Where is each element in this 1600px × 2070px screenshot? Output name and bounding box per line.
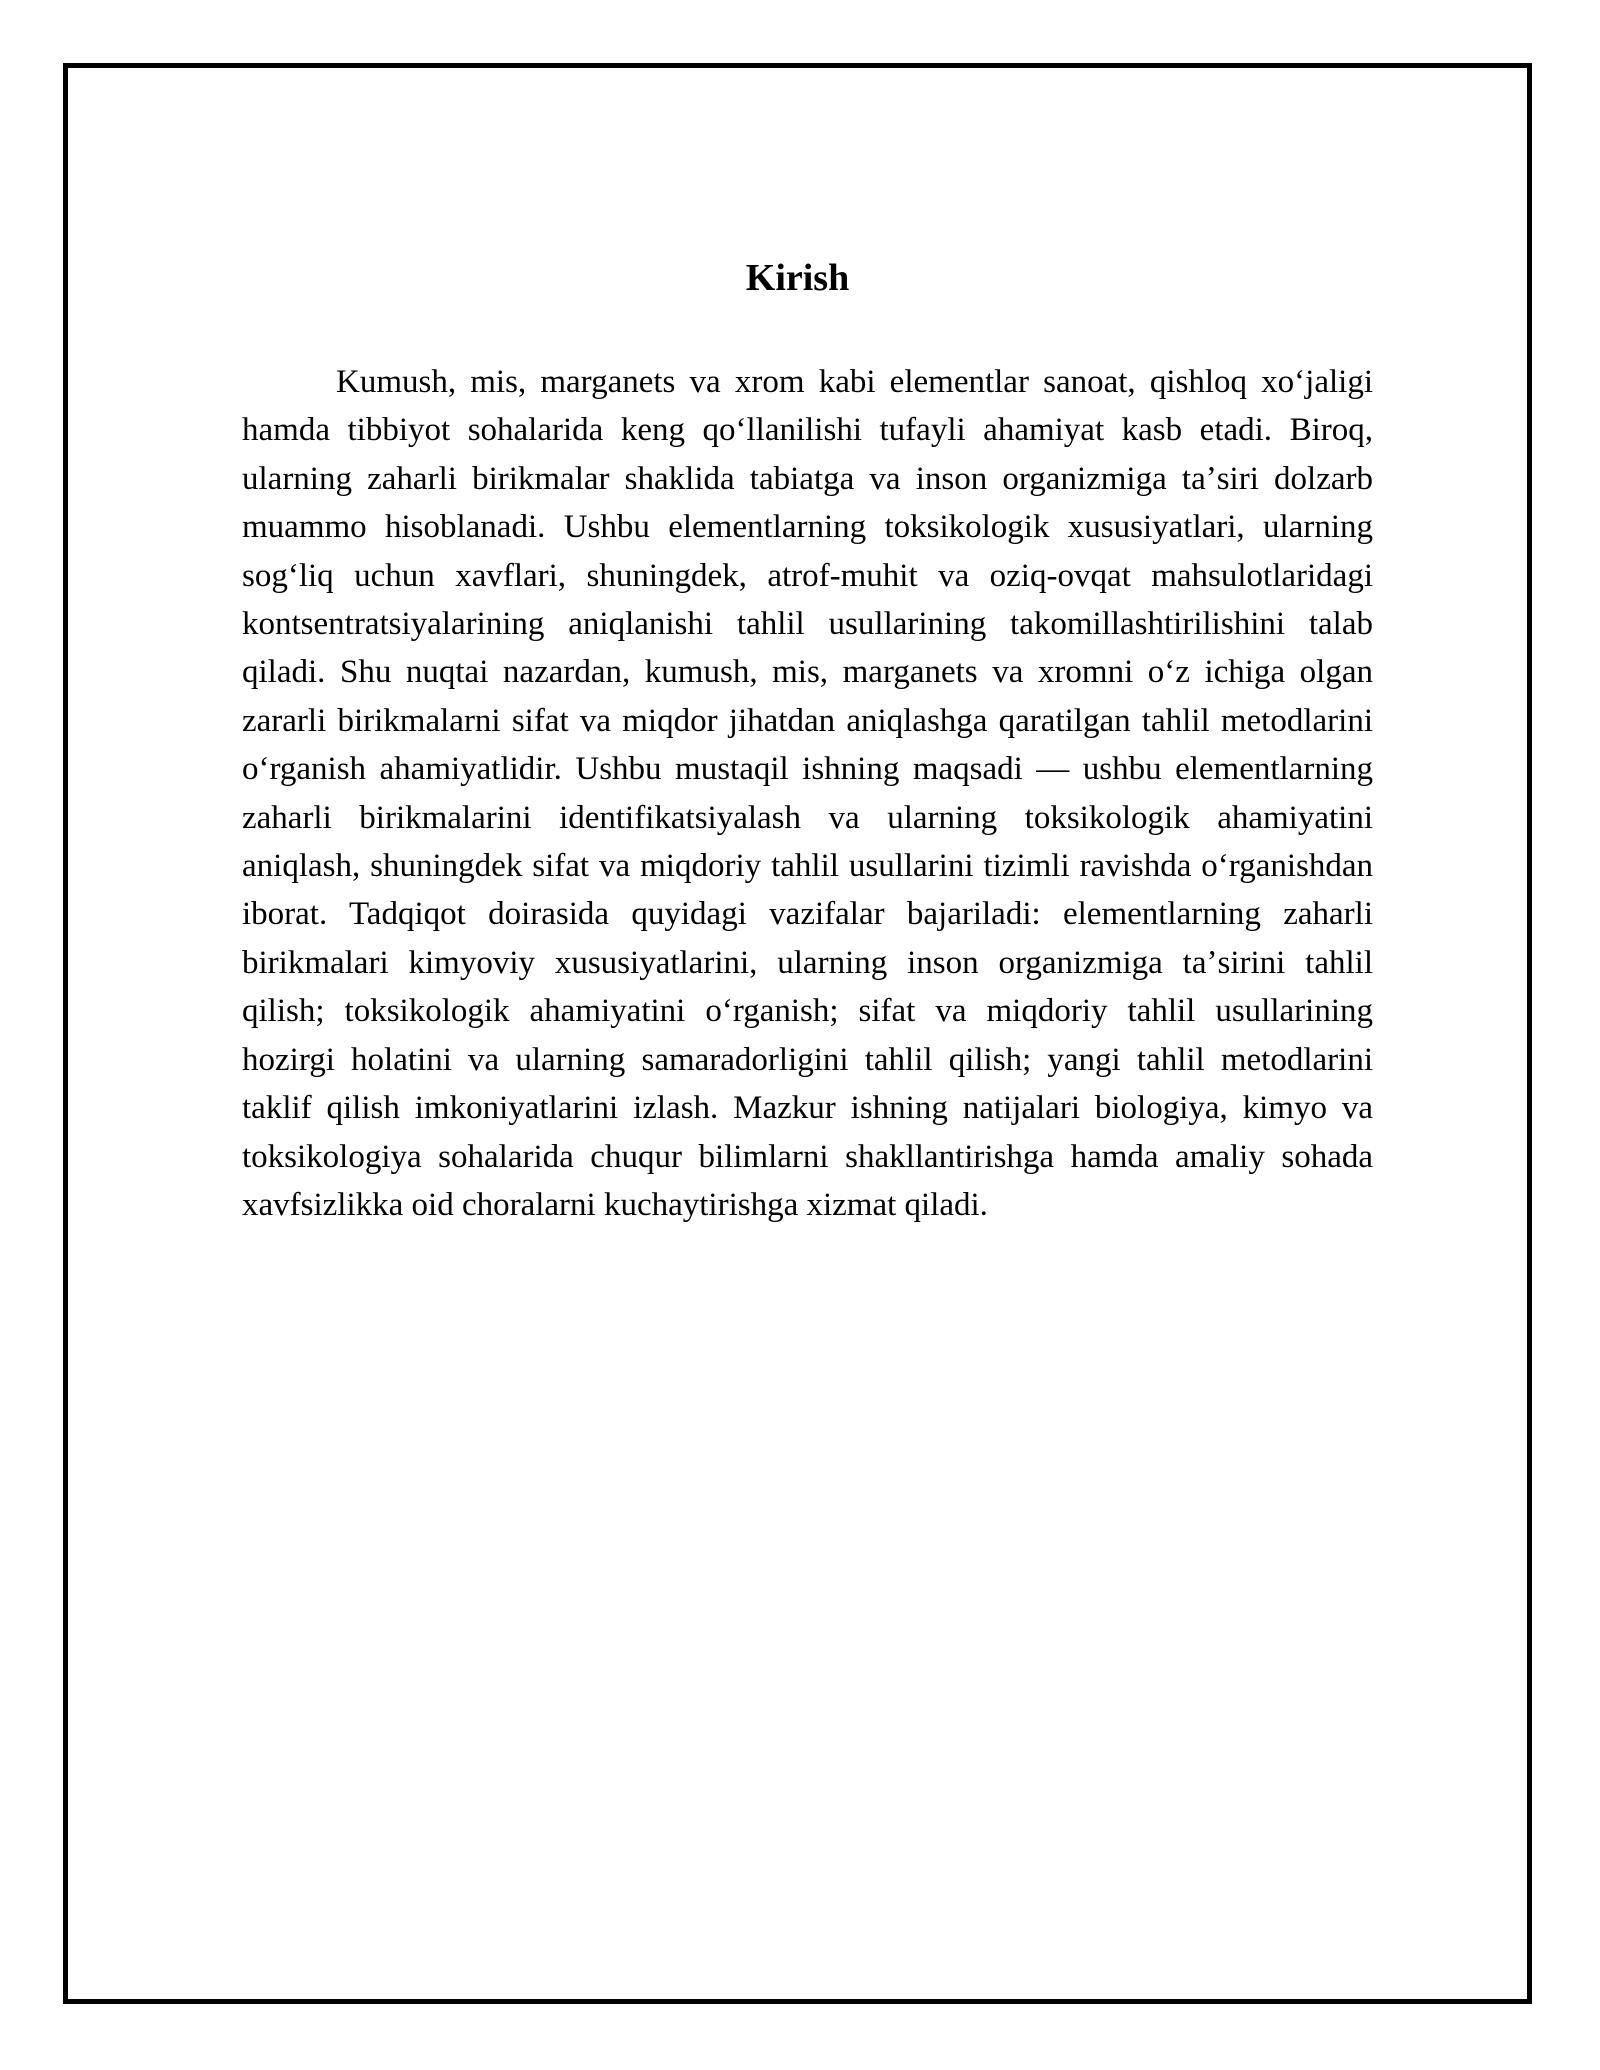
page-border [63,63,1532,2004]
intro-paragraph: Kumush, mis, marganets va xrom kabi elementlar sanoat, qishloq xoʻjaligi hamda tibbiyot sohalarida keng qoʻllanilishi tufayli ahamiyat kasb etadi. Biroq, ularning zaharli birikmalar shaklida tabiatga va inson organizmiga taʼsiri dolzarb muammo hisoblanadi. Ushbu elementlarning toksikologik xususiyatlari, ularning sogʻliq uchun xavflari, shuningdek, atrof-muhit va oziq-ovqat mahsulotlaridagi kontsentratsiyalarining aniqlanishi tahlil usullarining takomillashtirilishini talab qiladi. Shu nuqtai nazardan, kumush, mis, marganets va xromni oʻz ichiga olgan zararli birikmalarni sifat va miqdor jihatdan aniqlashga qaratilgan tahlil metodlarini oʻrganish ahamiyatlidir. Ushbu mustaqil ishning maqsadi — ushbu elementlarning zaharli birikmalarini identifikatsiyalash va ularning toksikologik ahamiyatini aniqlash, shuningdek sifat va miqdoriy tahlil usullarini tizimli ravishda oʻrganishdan iborat. Tadqiqot doirasida quyidagi vazifalar bajariladi: elementlarning zaharli birikmalari kimyoviy xususiyatlarini, ularning inson organizmiga taʼsirini tahlil qilish; toksikologik ahamiyatini oʻrganish; sifat va miqdoriy tahlil usullarining hozirgi holatini va ularning samaradorligini tahlil qilish; yangi tahlil metodlarini taklif qilish imkoniyatlarini izlash. Mazkur ishning natijalari biologiya, kimyo va toksikologiya sohalarida chuqur bilimlarni shakllantirishga hamda amaliy sohada xavfsizlikka oid choralarni kuchaytirishga xizmat qiladi. [242,364,1373,1223]
document-title: Kirish [745,257,850,299]
